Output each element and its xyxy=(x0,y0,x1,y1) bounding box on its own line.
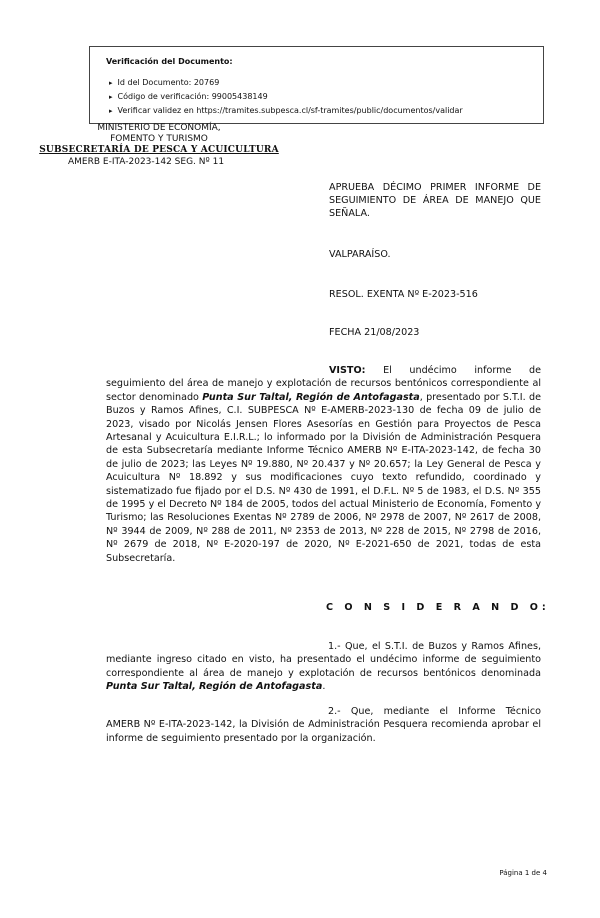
considerando-item-1-end: . xyxy=(322,681,326,693)
subsecretaria-name: SUBSECRETARÍA DE PESCA Y ACUICULTURA xyxy=(39,145,279,155)
resolution-date: FECHA 21/08/2023 xyxy=(329,327,420,338)
resolution-city: VALPARAÍSO. xyxy=(329,249,391,260)
ministry-line-1: MINISTERIO DE ECONOMÍA, xyxy=(97,123,221,133)
considerando-item-1 xyxy=(106,640,541,694)
verification-title: Verificación del Documento: xyxy=(106,57,233,66)
verification-list xyxy=(106,76,543,118)
ministry-line-2: FOMENTO Y TURISMO xyxy=(110,134,208,144)
amerb-reference: AMERB E-ITA-2023-142 SEG. Nº 11 xyxy=(68,157,225,167)
visto-text-2: , presentado por S.T.I. de Buzos y Ramos Afines, C.I. SUBPESCA Nº E-AMERB-2023-130 de fecha 09 de julio de 2023, visado por Nicolás Jensen Flores Asesorías en Gestión para Proyectos de Pesca Artesanal y Acuicultura E.I.R.L.; lo informado por la División de Administración Pesquera de esta Subsecretaría mediante Informe Técnico AMERB Nº E-ITA-2023-142, de fecha 30 de julio de 2023; las Leyes Nº 19.880, Nº 20.437 y Nº 20.657; la Ley General de Pesca y Acuicultura Nº 18.892 y sus modificaciones cuyo texto refundido, coordinado y sistematizado fue fijado por el D.S. Nº 430 de 1991, el D.F.L. Nº 5 de 1983, el D.S. Nº 355 de 1995 y el Decreto Nº 184 de 2005, todos del actual Ministerio de Economía, Fomento y Turismo; las Resoluciones Exentas Nº 2789 de 2006, Nº 2978 de 2007, Nº 2617 de 2008, Nº 3944 de 2009, Nº 288 de 2011, Nº 2353 de 2013, Nº 228 de 2015, Nº 2798 de 2016, Nº 2679 de 2018, Nº E-2020-197 de 2020, Nº E-2021-650 de 2021, todas de esta Subsecretaría. xyxy=(106,391,541,564)
ministry-header xyxy=(36,123,282,156)
visto-place: Punta Sur Taltal, Región de Antofagasta xyxy=(202,391,420,403)
resolution-number: RESOL. EXENTA Nº E-2023-516 xyxy=(329,289,478,300)
visto-text-1: El undécimo informe de seguimiento del área de manejo y explotación de recursos bentónicos correspondiente al sector denominado xyxy=(106,365,541,403)
verification-url[interactable]: ▸ Verificar validez en https://tramites.subpesca.cl/sf-tramites/public/documentos/validar xyxy=(109,104,543,118)
considerando-item-2: 2.- Que, mediante el Informe Técnico AMERB Nº E-ITA-2023-142, la División de Administración Pesquera recomienda aprobar el informe de seguimiento presentado por la organización. xyxy=(106,706,541,744)
considerando-item-1-place: Punta Sur Taltal, Región de Antofagasta xyxy=(106,681,323,693)
visto-label: VISTO: xyxy=(329,365,366,376)
resolution-subject: APRUEBA DÉCIMO PRIMER INFORME DE SEGUIMIENTO DE ÁREA DE MANEJO QUE SEÑALA. xyxy=(329,182,541,219)
verification-code: ▸ Código de verificación: 99005438149 xyxy=(109,90,543,104)
verification-box xyxy=(89,46,544,124)
page-number: Página 1 de 4 xyxy=(499,869,547,877)
considerando-item-1-text: 1.- Que, el S.T.I. de Buzos y Ramos Afines, mediante ingreso citado en visto, ha presentado el undécimo informe de seguimiento correspondiente al área de manejo y explotación de recursos bentónicos denominada xyxy=(106,641,541,679)
considerando-title: C O N S I D E R A N D O: xyxy=(326,602,550,613)
document-id: ▸ Id del Documento: 20769 xyxy=(109,76,543,90)
visto-paragraph xyxy=(106,364,541,565)
